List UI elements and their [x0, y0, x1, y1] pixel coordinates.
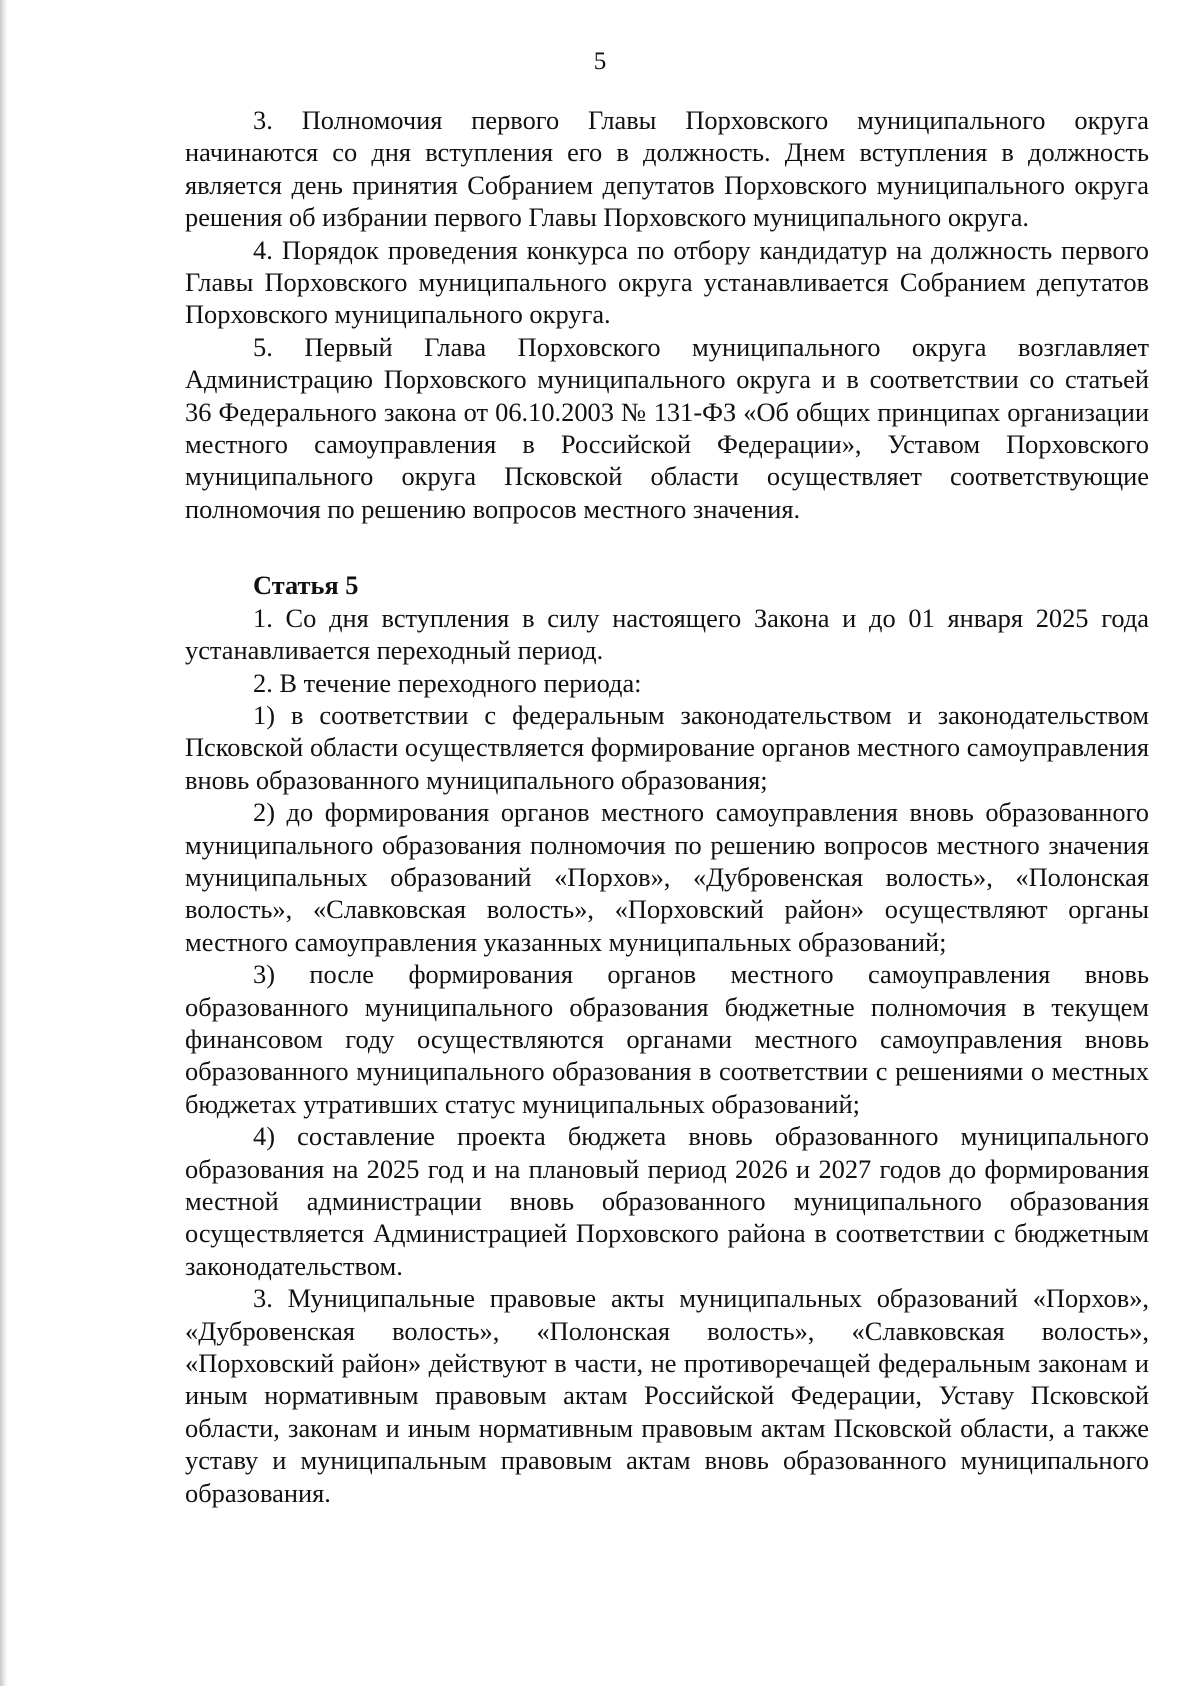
- scan-edge-shadow: [0, 0, 8, 1686]
- paragraph-article5-item3: 3) после формирования органов местного самоуправления вновь образованного муниципального образования бюджетные полномочия в текущем финансовом году осуществляются органами местного самоуправления вновь образованного муниципального образования в соответствии с решениями о местных бюджетах утративших статус муниципальных образований;: [185, 959, 1149, 1119]
- article-heading: Статья 5: [253, 570, 359, 601]
- paragraph-article5-part3: 3. Муниципальные правовые акты муниципальных образований «Порхов», «Дубровенская волость», «Полонская волость», «Славковская волость», «Порховский район» действуют в части, не противоречащей федеральным законам и иным нормативным правовым актам Российской Федерации, Уставу Псковской области, законам и иным нормативным правовым актам Псковской области, а также уставу и муниципальным правовым актам вновь образованного муниципального образования.: [185, 1283, 1149, 1508]
- paragraph-article5-item4: 4) составление проекта бюджета вновь образованного муниципального образования на 2025 год и на плановый период 2026 и 2027 годов до формирования местной администрации вновь образованного муниципального образования осуществляется Администрацией Порховского района в соответствии с бюджетным законодательством.: [185, 1121, 1149, 1281]
- paragraph-article4-part5: 5. Первый Глава Порховского муниципального округа возглавляет Администрацию Порховского муниципального округа и в соответствии со статьей 36 Федерального закона от 06.10.2003 № 131-ФЗ «Об общих принципах организации местного самоуправления в Российской Федерации», Уставом Порховского муниципального округа Псковской области осуществляет соответствующие полномочия по решению вопросов местного значения.: [185, 331, 1149, 524]
- paragraph-article4-part3: 3. Полномочия первого Главы Порховского муниципального округа начинаются со дня вступления его в должность. Днем вступления в должность является день принятия Собранием депутатов Порховского муниципального округа решения об избрании первого Главы Порховского муниципального округа.: [185, 105, 1149, 233]
- document-body: [185, 104, 1149, 1509]
- paragraph-article5-item1: 1) в соответствии с федеральным законодательством и законодательством Псковской области осуществляется формирование органов местного самоуправления вновь образованного муниципального образования;: [185, 699, 1149, 795]
- paragraph-article5-part2: 2. В течение переходного периода:: [253, 667, 642, 698]
- paragraph-article4-part4: 4. Порядок проведения конкурса по отбору кандидатур на должность первого Главы Порховского муниципального округа устанавливается Собранием депутатов Порховского муниципального округа.: [185, 234, 1149, 330]
- paragraph-article5-part1: 1. Со дня вступления в силу настоящего Закона и до 01 января 2025 года устанавливается переходный период.: [185, 602, 1149, 666]
- page-number: 5: [593, 48, 607, 75]
- paragraph-article5-item2: 2) до формирования органов местного самоуправления вновь образованного муниципального образования полномочия по решению вопросов местного значения муниципальных образований «Порхов», «Дубровенская волость», «Полонская волость», «Славковская волость», «Порховский район» осуществляют органы местного самоуправления указанных муниципальных образований;: [185, 797, 1149, 957]
